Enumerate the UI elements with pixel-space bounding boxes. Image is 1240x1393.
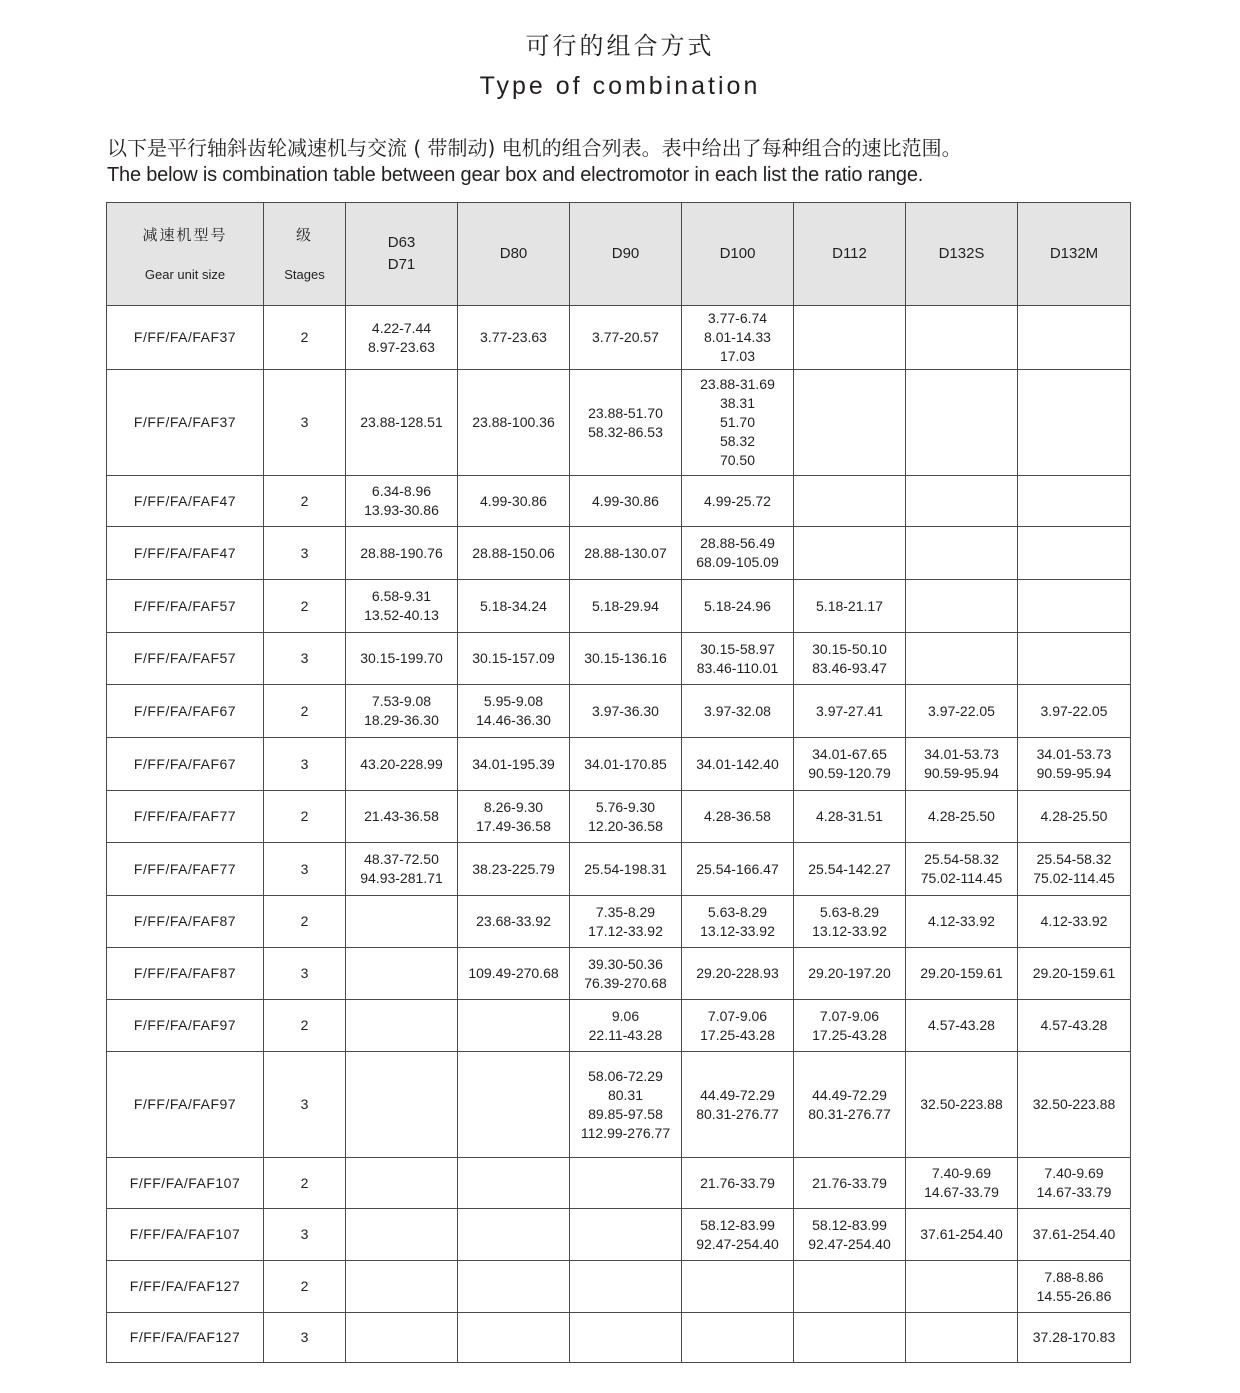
ratio-range-cell: 7.35-8.29 17.12-33.92 [570, 896, 682, 948]
ratio-range-cell [794, 1313, 906, 1363]
intro-text-cn: 以下是平行轴斜齿轮减速机与交流 ( 带制动) 电机的组合列表。表中给出了每种组合的速比范围。 [107, 136, 962, 160]
gear-unit-cell: F/FF/FA/FAF47 [107, 476, 264, 527]
stages-cell: 2 [264, 1158, 346, 1209]
ratio-range-cell [794, 306, 906, 370]
stages-cell: 2 [264, 791, 346, 843]
ratio-range-cell: 28.88-190.76 [346, 527, 458, 580]
ratio-range-cell: 23.88-51.70 58.32-86.53 [570, 370, 682, 476]
ratio-range-cell: 3.77-6.74 8.01-14.33 17.03 [682, 306, 794, 370]
ratio-range-cell: 4.28-25.50 [906, 791, 1018, 843]
stages-cell: 2 [264, 476, 346, 527]
ratio-range-cell [794, 370, 906, 476]
ratio-range-cell: 30.15-58.97 83.46-110.01 [682, 633, 794, 685]
ratio-range-cell: 6.34-8.96 13.93-30.86 [346, 476, 458, 527]
ratio-range-cell: 29.20-197.20 [794, 948, 906, 1000]
ratio-range-cell: 38.23-225.79 [458, 843, 570, 896]
ratio-range-cell [1018, 580, 1131, 633]
ratio-range-cell: 25.54-142.27 [794, 843, 906, 896]
ratio-range-cell: 9.06 22.11-43.28 [570, 1000, 682, 1052]
ratio-range-cell: 4.57-43.28 [1018, 1000, 1131, 1052]
table-row [107, 843, 1131, 896]
ratio-range-cell: 37.28-170.83 [1018, 1313, 1131, 1363]
gear-unit-cell: F/FF/FA/FAF47 [107, 527, 264, 580]
gear-unit-cell: F/FF/FA/FAF57 [107, 633, 264, 685]
ratio-range-cell: 5.18-21.17 [794, 580, 906, 633]
ratio-range-cell: 23.68-33.92 [458, 896, 570, 948]
header-stages-cn: 级 [295, 226, 313, 244]
ratio-range-cell: 4.28-31.51 [794, 791, 906, 843]
ratio-range-cell [794, 1261, 906, 1313]
ratio-range-cell [682, 1313, 794, 1363]
ratio-range-cell: 5.95-9.08 14.46-36.30 [458, 685, 570, 738]
ratio-range-cell: 25.54-198.31 [570, 843, 682, 896]
header-motor: D100 [682, 203, 794, 306]
stages-cell: 3 [264, 1209, 346, 1261]
gear-unit-cell: F/FF/FA/FAF107 [107, 1209, 264, 1261]
stages-cell: 2 [264, 1000, 346, 1052]
ratio-range-cell: 34.01-53.73 90.59-95.94 [1018, 738, 1131, 791]
ratio-range-cell: 30.15-50.10 83.46-93.47 [794, 633, 906, 685]
ratio-range-cell: 21.43-36.58 [346, 791, 458, 843]
table-row [107, 633, 1131, 685]
ratio-range-cell [346, 896, 458, 948]
ratio-range-cell: 28.88-56.49 68.09-105.09 [682, 527, 794, 580]
ratio-range-cell: 3.97-22.05 [1018, 685, 1131, 738]
ratio-range-cell: 3.77-23.63 [458, 306, 570, 370]
stages-cell: 3 [264, 843, 346, 896]
ratio-range-cell [346, 1209, 458, 1261]
ratio-range-cell [906, 306, 1018, 370]
header-motor: D112 [794, 203, 906, 306]
combination-table [106, 202, 1131, 1363]
ratio-range-cell [458, 1313, 570, 1363]
header-stages [264, 203, 346, 306]
gear-unit-cell: F/FF/FA/FAF87 [107, 948, 264, 1000]
ratio-range-cell: 23.88-128.51 [346, 370, 458, 476]
ratio-range-cell: 7.40-9.69 14.67-33.79 [906, 1158, 1018, 1209]
ratio-range-cell: 4.12-33.92 [906, 896, 1018, 948]
ratio-range-cell: 58.06-72.29 80.31 89.85-97.58 112.99-276.77 [570, 1052, 682, 1158]
ratio-range-cell: 48.37-72.50 94.93-281.71 [346, 843, 458, 896]
ratio-range-cell [570, 1158, 682, 1209]
ratio-range-cell: 4.99-30.86 [458, 476, 570, 527]
ratio-range-cell: 23.88-31.69 38.31 51.70 58.32 70.50 [682, 370, 794, 476]
ratio-range-cell: 58.12-83.99 92.47-254.40 [682, 1209, 794, 1261]
stages-cell: 3 [264, 1313, 346, 1363]
ratio-range-cell: 37.61-254.40 [906, 1209, 1018, 1261]
ratio-range-cell: 29.20-228.93 [682, 948, 794, 1000]
ratio-range-cell [906, 370, 1018, 476]
table-body [107, 306, 1131, 1363]
gear-unit-cell: F/FF/FA/FAF97 [107, 1000, 264, 1052]
gear-unit-cell: F/FF/FA/FAF67 [107, 685, 264, 738]
ratio-range-cell: 7.40-9.69 14.67-33.79 [1018, 1158, 1131, 1209]
ratio-range-cell: 25.54-166.47 [682, 843, 794, 896]
header-gear-unit-cn: 减速机型号 [142, 226, 228, 244]
ratio-range-cell: 32.50-223.88 [906, 1052, 1018, 1158]
ratio-range-cell: 6.58-9.31 13.52-40.13 [346, 580, 458, 633]
gear-unit-cell: F/FF/FA/FAF127 [107, 1313, 264, 1363]
ratio-range-cell: 3.97-22.05 [906, 685, 1018, 738]
gear-unit-cell: F/FF/FA/FAF37 [107, 306, 264, 370]
ratio-range-cell: 5.63-8.29 13.12-33.92 [682, 896, 794, 948]
ratio-range-cell: 37.61-254.40 [1018, 1209, 1131, 1261]
ratio-range-cell: 30.15-136.16 [570, 633, 682, 685]
table-row [107, 896, 1131, 948]
ratio-range-cell: 7.53-9.08 18.29-36.30 [346, 685, 458, 738]
ratio-range-cell: 34.01-142.40 [682, 738, 794, 791]
gear-unit-cell: F/FF/FA/FAF97 [107, 1052, 264, 1158]
ratio-range-cell [906, 527, 1018, 580]
ratio-range-cell: 5.76-9.30 12.20-36.58 [570, 791, 682, 843]
page-title-cn: 可行的组合方式 [525, 32, 715, 60]
ratio-range-cell: 109.49-270.68 [458, 948, 570, 1000]
ratio-range-cell: 3.97-32.08 [682, 685, 794, 738]
ratio-range-cell: 43.20-228.99 [346, 738, 458, 791]
ratio-range-cell [458, 1261, 570, 1313]
table-row [107, 1052, 1131, 1158]
ratio-range-cell: 4.22-7.44 8.97-23.63 [346, 306, 458, 370]
stages-cell: 3 [264, 738, 346, 791]
ratio-range-cell: 39.30-50.36 76.39-270.68 [570, 948, 682, 1000]
ratio-range-cell: 32.50-223.88 [1018, 1052, 1131, 1158]
ratio-range-cell: 28.88-150.06 [458, 527, 570, 580]
gear-unit-cell: F/FF/FA/FAF87 [107, 896, 264, 948]
ratio-range-cell: 4.99-30.86 [570, 476, 682, 527]
gear-unit-cell: F/FF/FA/FAF77 [107, 843, 264, 896]
table-row [107, 306, 1131, 370]
ratio-range-cell [346, 1158, 458, 1209]
ratio-range-cell: 3.97-27.41 [794, 685, 906, 738]
ratio-range-cell: 4.12-33.92 [1018, 896, 1131, 948]
table-row [107, 1209, 1131, 1261]
ratio-range-cell [906, 633, 1018, 685]
table-header-row [107, 203, 1131, 306]
table-row [107, 791, 1131, 843]
ratio-range-cell: 4.28-25.50 [1018, 791, 1131, 843]
ratio-range-cell: 34.01-67.65 90.59-120.79 [794, 738, 906, 791]
ratio-range-cell: 25.54-58.32 75.02-114.45 [1018, 843, 1131, 896]
ratio-range-cell [570, 1209, 682, 1261]
ratio-range-cell: 5.18-24.96 [682, 580, 794, 633]
ratio-range-cell [906, 580, 1018, 633]
header-stages-en: Stages [284, 267, 325, 282]
ratio-range-cell [458, 1052, 570, 1158]
ratio-range-cell: 4.28-36.58 [682, 791, 794, 843]
table-row [107, 1158, 1131, 1209]
table-row [107, 1261, 1131, 1313]
table-row [107, 580, 1131, 633]
stages-cell: 3 [264, 633, 346, 685]
header-motor: D132S [906, 203, 1018, 306]
ratio-range-cell: 30.15-199.70 [346, 633, 458, 685]
ratio-range-cell [682, 1261, 794, 1313]
table-row [107, 685, 1131, 738]
stages-cell: 3 [264, 1052, 346, 1158]
ratio-range-cell [1018, 527, 1131, 580]
table-row [107, 370, 1131, 476]
gear-unit-cell: F/FF/FA/FAF127 [107, 1261, 264, 1313]
header-motor: D80 [458, 203, 570, 306]
ratio-range-cell: 7.88-8.86 14.55-26.86 [1018, 1261, 1131, 1313]
stages-cell: 2 [264, 580, 346, 633]
gear-unit-cell: F/FF/FA/FAF57 [107, 580, 264, 633]
ratio-range-cell: 44.49-72.29 80.31-276.77 [794, 1052, 906, 1158]
table-row [107, 738, 1131, 791]
table-row [107, 527, 1131, 580]
ratio-range-cell: 8.26-9.30 17.49-36.58 [458, 791, 570, 843]
header-motor: D63 D71 [346, 203, 458, 306]
header-motor: D132M [1018, 203, 1131, 306]
page-title-en: Type of combination [479, 72, 761, 100]
ratio-range-cell: 28.88-130.07 [570, 527, 682, 580]
ratio-range-cell: 25.54-58.32 75.02-114.45 [906, 843, 1018, 896]
ratio-range-cell: 58.12-83.99 92.47-254.40 [794, 1209, 906, 1261]
header-motor: D90 [570, 203, 682, 306]
ratio-range-cell: 21.76-33.79 [794, 1158, 906, 1209]
ratio-range-cell: 7.07-9.06 17.25-43.28 [794, 1000, 906, 1052]
ratio-range-cell: 4.99-25.72 [682, 476, 794, 527]
ratio-range-cell: 21.76-33.79 [682, 1158, 794, 1209]
gear-unit-cell: F/FF/FA/FAF107 [107, 1158, 264, 1209]
ratio-range-cell [1018, 306, 1131, 370]
ratio-range-cell: 29.20-159.61 [1018, 948, 1131, 1000]
ratio-range-cell: 44.49-72.29 80.31-276.77 [682, 1052, 794, 1158]
ratio-range-cell [570, 1261, 682, 1313]
ratio-range-cell [906, 1313, 1018, 1363]
header-gear-unit-size [107, 203, 264, 306]
stages-cell: 2 [264, 1261, 346, 1313]
stages-cell: 3 [264, 527, 346, 580]
ratio-range-cell [346, 948, 458, 1000]
gear-unit-cell: F/FF/FA/FAF37 [107, 370, 264, 476]
ratio-range-cell [1018, 476, 1131, 527]
ratio-range-cell: 4.57-43.28 [906, 1000, 1018, 1052]
ratio-range-cell [458, 1209, 570, 1261]
ratio-range-cell: 34.01-170.85 [570, 738, 682, 791]
ratio-range-cell [1018, 633, 1131, 685]
gear-unit-cell: F/FF/FA/FAF77 [107, 791, 264, 843]
ratio-range-cell: 3.97-36.30 [570, 685, 682, 738]
gear-unit-cell: F/FF/FA/FAF67 [107, 738, 264, 791]
ratio-range-cell [346, 1052, 458, 1158]
stages-cell: 3 [264, 370, 346, 476]
ratio-range-cell [346, 1313, 458, 1363]
ratio-range-cell [458, 1000, 570, 1052]
stages-cell: 2 [264, 306, 346, 370]
header-gear-unit-en: Gear unit size [144, 267, 226, 282]
ratio-range-cell: 34.01-195.39 [458, 738, 570, 791]
table-row [107, 1313, 1131, 1363]
stages-cell: 2 [264, 685, 346, 738]
ratio-range-cell: 5.18-29.94 [570, 580, 682, 633]
ratio-range-cell [346, 1000, 458, 1052]
ratio-range-cell [906, 476, 1018, 527]
ratio-range-cell [794, 476, 906, 527]
ratio-range-cell: 7.07-9.06 17.25-43.28 [682, 1000, 794, 1052]
ratio-range-cell [906, 1261, 1018, 1313]
ratio-range-cell: 23.88-100.36 [458, 370, 570, 476]
ratio-range-cell [458, 1158, 570, 1209]
ratio-range-cell [1018, 370, 1131, 476]
stages-cell: 2 [264, 896, 346, 948]
ratio-range-cell: 30.15-157.09 [458, 633, 570, 685]
ratio-range-cell: 5.63-8.29 13.12-33.92 [794, 896, 906, 948]
ratio-range-cell: 5.18-34.24 [458, 580, 570, 633]
ratio-range-cell [794, 527, 906, 580]
intro-text-en: The below is combination table between gear box and electromotor in each list the ratio range. [107, 164, 924, 186]
ratio-range-cell [346, 1261, 458, 1313]
ratio-range-cell: 3.77-20.57 [570, 306, 682, 370]
table-row [107, 948, 1131, 1000]
stages-cell: 3 [264, 948, 346, 1000]
ratio-range-cell: 34.01-53.73 90.59-95.94 [906, 738, 1018, 791]
ratio-range-cell: 29.20-159.61 [906, 948, 1018, 1000]
table-row [107, 1000, 1131, 1052]
table-row [107, 476, 1131, 527]
ratio-range-cell [570, 1313, 682, 1363]
